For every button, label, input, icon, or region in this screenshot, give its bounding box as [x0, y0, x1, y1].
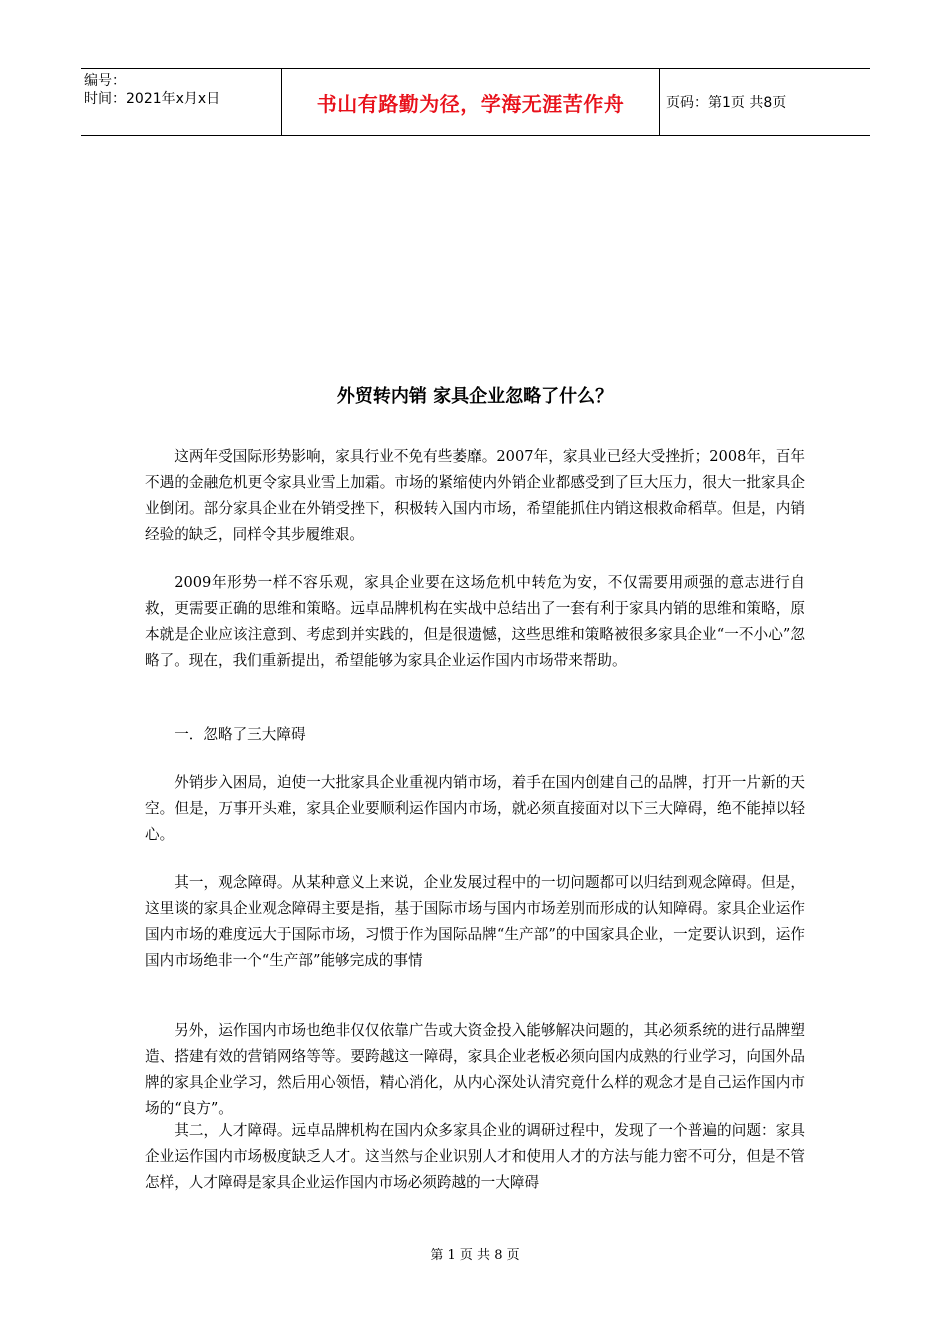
page-footer: 第 1 页 共 8 页 [430, 1248, 520, 1263]
paragraph-additionally: 另外，运作国内市场也绝非仅仅依靠广告或大资金投入能够解决问题的，其必须系统的进行品牌塑造、搭建有效的营销网络等等。要跨越这一障碍，家具企业老板必须向国内成熟的行业学习，向国外品牌的家具企业学习，然后用心领悟，精心消化，从内心深处认清究竟什么样的观念才是自己运作国内市场的“良方”。 [145, 1022, 805, 1117]
header-table [81, 68, 870, 136]
header-page-info: 页码：第1页 共8页 [666, 95, 787, 111]
document-time-label: 时间：2021年x月x日 [84, 91, 221, 107]
document-title: 外贸转内销 家具企业忽略了什么？ [336, 386, 614, 407]
paragraph-intro: 这两年受国际形势影响，家具行业不免有些萎靡。2007年，家具业已经大受挫折；2008年，百年不遇的金融危机更令家具业雪上加霜。市场的紧缩使内外销企业都感受到了巨大压力，很大一批家具企业倒闭。部分家具企业在外销受挫下，积极转入国内市场，希望能抓住内销这根救命稻草。但是，内销经验的缺乏，同样令其步履维艰。 [145, 448, 805, 543]
paragraph-2009-situation: 2009年形势一样不容乐观，家具企业要在这场危机中转危为安，不仅需要用顽强的意志进行自救，更需要正确的思维和策略。远卓品牌机构在实战中总结出了一套有利于家具内销的思维和策略，原本就是企业应该注意到、考虑到并实践的，但是很遗憾，这些思维和策略被很多家具企业“一不小心”忽略了。现在，我们重新提出，希望能够为家具企业运作国内市场带来帮助。 [145, 574, 805, 669]
header-meta-cell [81, 69, 281, 135]
paragraph-three-obstacles: 外销步入困局，迫使一大批家具企业重视内销市场，着手在国内创建自己的品牌，打开一片新的天空。但是，万事开头难，家具企业要顺利运作国内市场，就必须直接面对以下三大障碍，绝不能掉以轻心。 [145, 774, 805, 843]
paragraph-talent-obstacle: 其二，人才障碍。远卓品牌机构在国内众多家具企业的调研过程中，发现了一个普遍的问题：家具企业运作国内市场极度缺乏人才。这当然与企业识别人才和使用人才的方法与能力密不可分，但是不管怎样，人才障碍是家具企业运作国内市场必须跨越的一大障碍 [145, 1122, 805, 1191]
section-heading-three-obstacles: 一．忽略了三大障碍 [174, 726, 306, 743]
paragraph-concept-obstacle: 其一，观念障碍。从某种意义上来说，企业发展过程中的一切问题都可以归结到观念障碍。但是，这里谈的家具企业观念障碍主要是指，基于国际市场与国内市场差别而形成的认知障碍。家具企业运作国内市场的难度远大于国际市场，习惯于作为国际品牌“生产部”的中国家具企业，一定要认识到，运作国内市场绝非一个“生产部”能够完成的事情 [145, 874, 805, 969]
header-motto: 书山有路勤为径，学海无涯苦作舟 [281, 69, 660, 135]
document-number-label: 编号： [84, 73, 126, 89]
